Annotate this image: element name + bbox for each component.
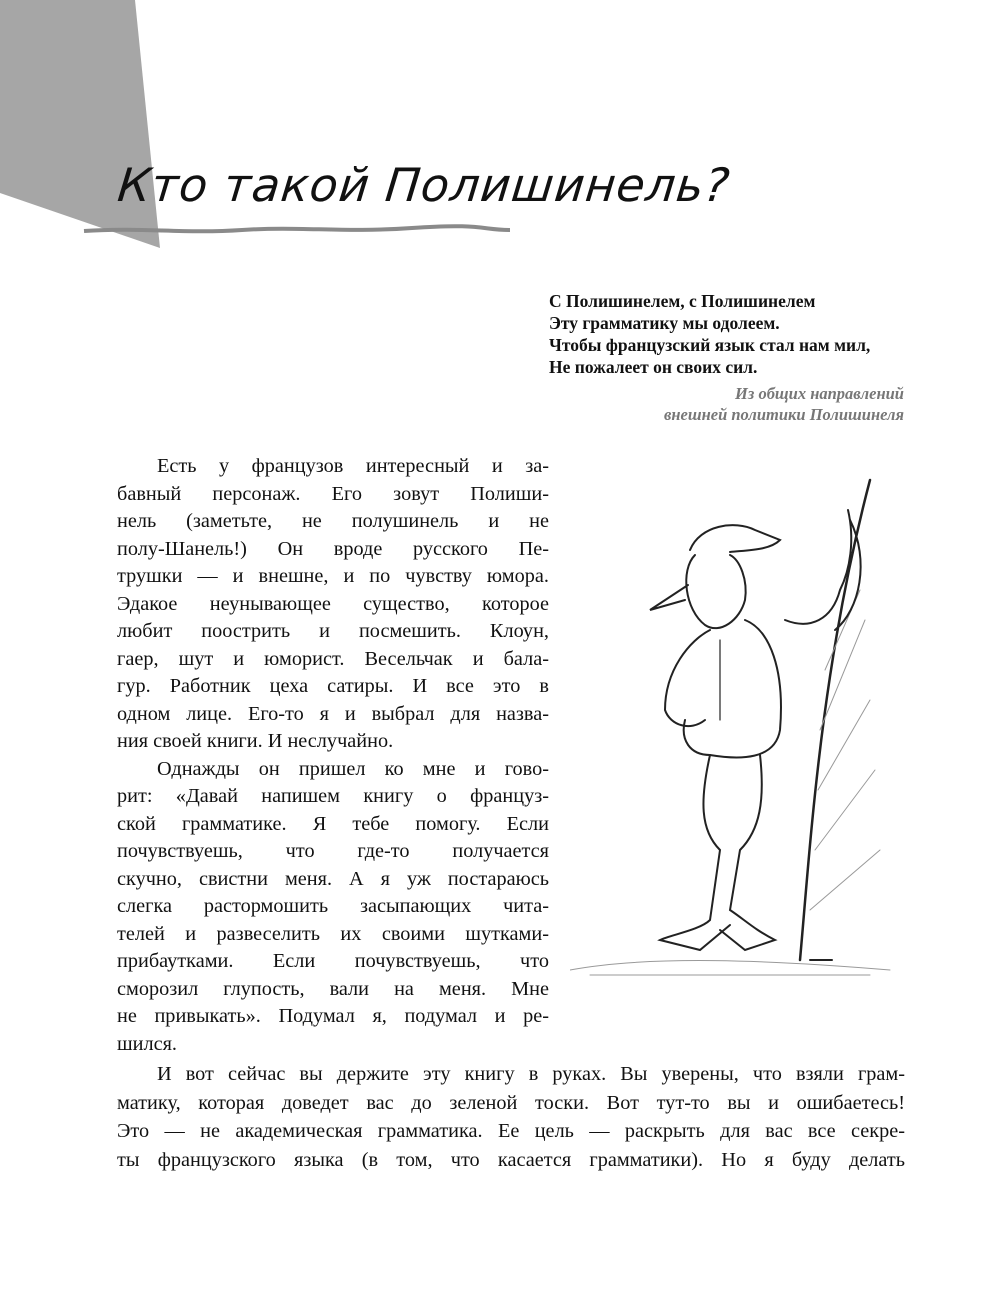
text-line: скучно, свистни меня. А я уж постараюсь <box>117 867 549 890</box>
source-line: внешней политики Полишинеля <box>664 405 904 424</box>
epigraph <box>549 290 870 378</box>
text-line: рит: «Давай напишем книгу о француз- <box>117 785 549 807</box>
text-line: матику, которая доведет вас до зеленой тоски. Вот тут-то вы и ошибаетесь! <box>117 1091 905 1114</box>
text-line: ты французского языка (в том, что касается грамматики). Но я буду делать <box>117 1149 905 1172</box>
text-line: Эдакое неунывающее существо, которое <box>117 592 549 615</box>
source-line: Из общих направлений <box>735 384 904 403</box>
corner-tab-decoration <box>0 0 170 260</box>
chapter-title: Кто такой Полишинель? <box>115 158 733 212</box>
text-line: ния своей книги. И неслучайно. <box>117 730 394 752</box>
text-line: почувствуешь, что где-то получается <box>117 840 549 862</box>
text-line: слегка растормошить засыпающих чита- <box>117 895 549 917</box>
text-line: Однажды он пришел ко мне и гово- <box>157 757 549 780</box>
text-line: ской грамматике. Я тебе помогу. Если <box>117 812 549 835</box>
text-line: гаер, шут и юморист. Весельчак и бала- <box>117 647 549 670</box>
epigraph-source <box>664 383 904 425</box>
epigraph-line: Чтобы французский язык стал нам мил, <box>549 335 871 355</box>
text-line: сморозил глупость, вали на меня. Мне <box>117 977 549 1000</box>
title-underline-stroke <box>82 224 512 238</box>
text-line: И вот сейчас вы держите эту книгу в руках. Вы уверены, что взяли грам- <box>157 1063 905 1085</box>
text-line: нель (заметьте, не полушинель и не <box>117 510 549 532</box>
text-line: любит поострить и посмешить. Клоун, <box>117 620 549 642</box>
text-line: одном лице. Его-то я и выбрал для назва- <box>117 702 549 725</box>
epigraph-line: Не пожалеет он своих сил. <box>549 357 758 377</box>
text-line: шился. <box>117 1032 177 1055</box>
body-column-text <box>117 453 549 1058</box>
text-line: бавный персонаж. Его зовут Полиши- <box>117 482 549 505</box>
body-wide-text <box>117 1060 905 1175</box>
text-line: не привыкать». Подумал я, подумал и ре- <box>117 1005 549 1027</box>
text-line: Это — не академическая грамматика. Ее цель — раскрыть для вас все секре- <box>117 1120 905 1143</box>
text-line: трушки — и внешне, и по чувству юмора. <box>117 565 549 587</box>
polichinelle-illustration <box>570 470 900 990</box>
text-line: прибаутками. Если почувствуешь, что <box>117 950 549 972</box>
text-line: гур. Работник цеха сатиры. И все это в <box>117 675 549 697</box>
text-line: Есть у французов интересный и за- <box>157 455 549 477</box>
epigraph-line: С Полишинелем, с Полишинелем <box>549 291 816 311</box>
text-line: телей и развеселить их своими шутками- <box>117 922 549 945</box>
text-line: полу-Шанель!) Он вроде русского Пе- <box>117 537 549 560</box>
epigraph-line: Эту грамматику мы одолеем. <box>549 313 780 333</box>
